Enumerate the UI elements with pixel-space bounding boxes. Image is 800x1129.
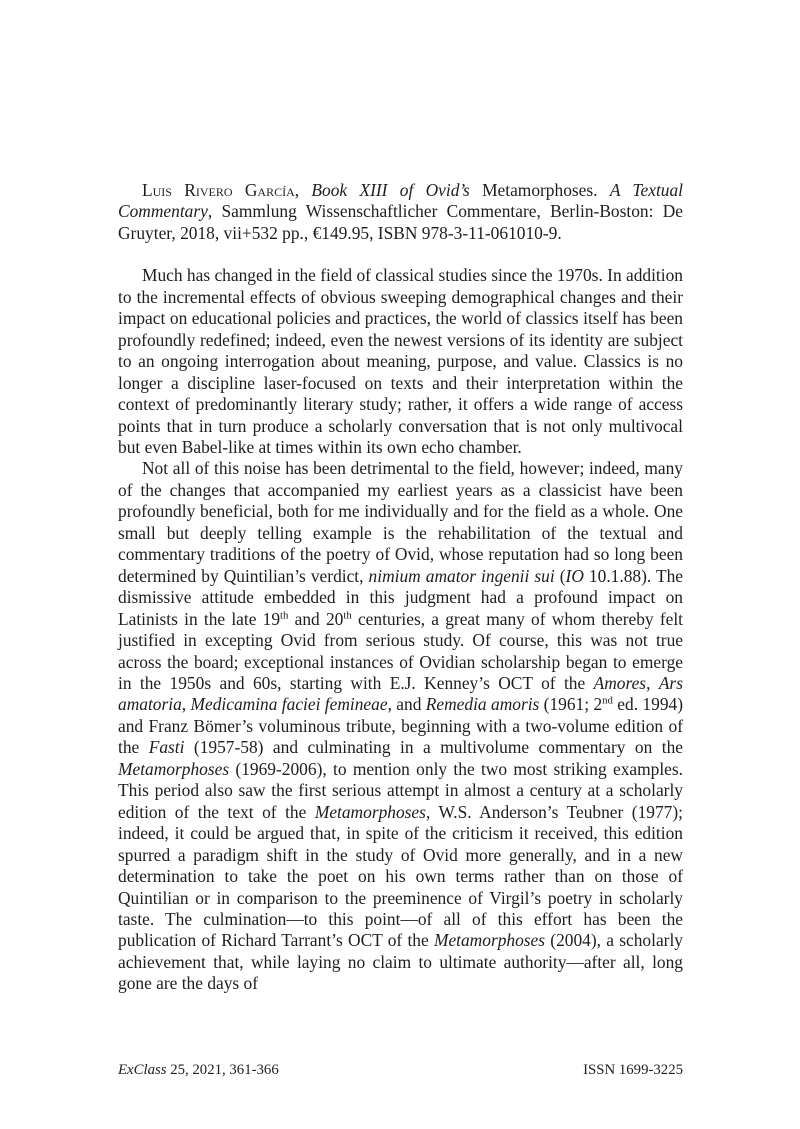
work-title: Medicamina faciei femineae xyxy=(190,694,388,715)
abbrev-io: IO xyxy=(565,565,584,586)
work-title: Remedia amoris xyxy=(425,694,540,715)
ordinal-superscript: th xyxy=(280,608,289,621)
ordinal-superscript: th xyxy=(343,608,352,621)
citation-title-roman: Metamorphoses. xyxy=(469,180,610,200)
text-run: , and xyxy=(387,694,426,715)
body-text xyxy=(118,180,683,995)
page-footer xyxy=(118,1062,683,1079)
text-run: centuries, a great many of whom thereby felt justified in excepting Ovid from serious study. Of course, this was not true across the board; exceptional instances of Ovidian scholarship began to emerge in the 1950s and 60s, starting with E.J. Kenney’s OCT of the xyxy=(118,608,683,693)
citation-author: Luis Rivero García xyxy=(142,180,295,200)
paragraph-2 xyxy=(118,458,683,994)
ordinal-superscript: nd xyxy=(602,694,613,707)
issn: ISSN 1699-3225 xyxy=(583,1062,683,1078)
work-title: Metamorphoses xyxy=(314,801,426,822)
journal-reference xyxy=(118,1062,279,1079)
text-run: , xyxy=(646,672,659,693)
citation-title: Book XIII of Ovid’s xyxy=(311,180,470,200)
paragraph-1: Much has changed in the field of classical studies since the 1970s. In addition to the incremental effects of obvious sweeping demographical changes and their impact on educational policies and practices, the world of classics itself has been profoundly redefined; indeed, even the newest versions of its identity are subject to an ongoing interrogation about meaning, purpose, and value. Classics is no longer a discipline laser-focused on texts and their interpretation within the context of predominantly literary study; rather, it offers a wide range of access points that in turn produce a scholarly conversation that is not only multivocal but even Babel-like at times within its own echo chamber. xyxy=(118,265,683,457)
text-run: 10.1.88). The dismissive attitude embedded in this judgment had a profound impact on Latinists in the late 19 xyxy=(118,565,684,629)
journal-details: 25, 2021, 361-366 xyxy=(166,1062,279,1078)
text-run: (2004), a scholarly achievement that, while laying no claim to ultimate authority—after all, long gone are the days of xyxy=(118,930,683,994)
work-title: Metamorphoses xyxy=(118,758,230,779)
text-run: , W.S. Anderson’s Teubner (1977); indeed, it could be argued that, in spite of the criticism it received, this edition spurred a paradigm shift in the study of Ovid more generally, and in a new determination to take the poet on his own terms rather than on those of Quintilian or in comparison to the preeminence of Virgil’s poetry in scholarly taste. The culmination—to this point—of all of this effort has been the publication of Richard Tarrant’s OCT of the xyxy=(118,801,683,951)
citation-subtitle: A Textual Commentary xyxy=(118,180,684,222)
text-run: Not all of this noise has been detrimental to the field, however; indeed, many of the changes that accompanied my earliest years as a classicist have been profoundly beneficial, both for me individually and for the field as a whole. One small but deeply telling example is the rehabilitation of the textual and commentary traditions of the poetry of Ovid, whose reputation had so long been determined by Quintilian’s verdict, xyxy=(118,458,683,586)
text-run: (1969-2006), to mention only the two most striking examples. This period also saw the first serious attempt in almost a century at a scholarly edition of the text of the xyxy=(118,758,683,822)
text-run: (1957-58) and culminating in a multivolume commentary on the xyxy=(184,737,684,758)
journal-name: ExClass xyxy=(118,1062,167,1078)
work-title: Fasti xyxy=(148,737,185,758)
work-title: Ars amatoria xyxy=(118,672,683,715)
text-run: (1961; 2 xyxy=(539,694,603,715)
citation-separator: , xyxy=(294,180,312,200)
text-run: , xyxy=(181,694,191,715)
citation-publication-info: , Sammlung Wissenschaftlicher Commentare, Berlin-Boston: De Gruyter, 2018, vii+532 pp., €149.95, ISBN 978-3-11-061010-9. xyxy=(118,201,683,243)
text-run: ( xyxy=(554,565,566,586)
text-run: and 20 xyxy=(288,608,344,629)
book-citation xyxy=(118,180,683,244)
latin-quote: nimium amator ingenii sui xyxy=(368,565,555,586)
work-title: Amores xyxy=(593,672,647,693)
text-run: ed. 1994) and Franz Bömer’s voluminous tribute, beginning with a two-volume edition of the xyxy=(118,694,683,758)
work-title: Metamorphoses xyxy=(433,930,546,951)
